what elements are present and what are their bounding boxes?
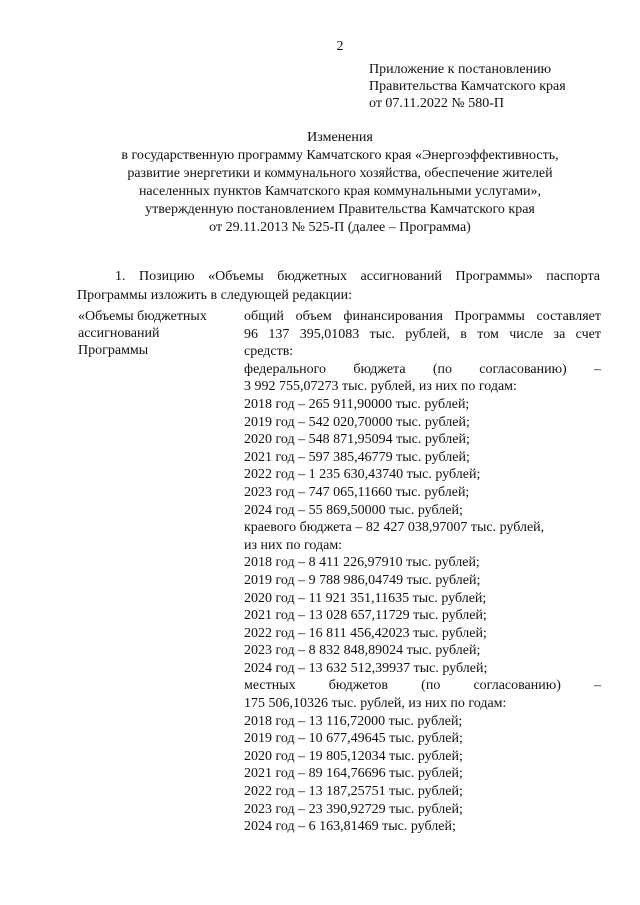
title-line: развитие энергетики и коммунального хозяйства, обеспечение жителей xyxy=(127,166,553,181)
title-line: в государственную программу Камчатского края «Энергоэффективность, xyxy=(121,148,559,163)
funding-line: федерального бюджета (по согласованию) – xyxy=(244,361,601,377)
funding-line: 96 137 395,01083 тыс. рублей, в том числе за счет xyxy=(244,326,601,342)
funding-line: 2022 год – 1 235 630,43740 тыс. рублей; xyxy=(244,467,481,483)
intro-line-1: 1. Позицию «Объемы бюджетных ассигнований Программы» паспорта xyxy=(115,269,600,284)
funding-line: средств: xyxy=(244,344,294,360)
funding-line: краевого бюджета – 82 427 038,97007 тыс. рублей, xyxy=(244,520,545,536)
funding-line: 2019 год – 9 788 986,04749 тыс. рублей; xyxy=(244,572,481,588)
funding-line: 2022 год – 13 187,25751 тыс. рублей; xyxy=(244,784,463,800)
funding-line: 2023 год – 8 832 848,89024 тыс. рублей; xyxy=(244,643,481,659)
funding-line: 2020 год – 548 871,95094 тыс. рублей; xyxy=(244,432,470,448)
left-cell-line: «Объемы бюджетных xyxy=(78,309,207,324)
title-line: населенных пунктов Камчатского края коммунальными услугами», xyxy=(138,184,542,199)
funding-line: 2023 год – 23 390,92729 тыс. рублей; xyxy=(244,801,463,817)
title-line: от 29.11.2013 № 525-П (далее – Программа) xyxy=(209,220,471,235)
appendix-line-1: Приложение к постановлению xyxy=(369,62,552,77)
funding-line: 2024 год – 55 869,50000 тыс. рублей; xyxy=(244,502,463,518)
left-cell-line: Программы xyxy=(78,343,149,358)
left-cell-line: ассигнований xyxy=(78,326,160,341)
funding-line: 2024 год – 13 632 512,39937 тыс. рублей; xyxy=(244,660,488,676)
title-heading: Изменения xyxy=(307,130,373,145)
page-number: 2 xyxy=(336,39,344,54)
funding-line: 2020 год – 19 805,12034 тыс. рублей; xyxy=(244,748,463,764)
funding-line: 3 992 755,07273 тыс. рублей, из них по годам: xyxy=(244,379,517,395)
funding-line: местных бюджетов (по согласованию) – xyxy=(244,678,601,694)
funding-line: 2022 год – 16 811 456,42023 тыс. рублей; xyxy=(244,625,487,641)
funding-line: 175 506,10326 тыс. рублей, из них по годам: xyxy=(244,696,507,712)
funding-line: 2024 год – 6 163,81469 тыс. рублей; xyxy=(244,819,456,835)
funding-line: 2021 год – 597 385,46779 тыс. рублей; xyxy=(244,449,470,465)
document-title xyxy=(60,129,620,237)
funding-line: 2018 год – 8 411 226,97910 тыс. рублей; xyxy=(244,555,480,571)
table-right-cell xyxy=(244,308,601,836)
appendix-line-3: от 07.11.2022 № 580-П xyxy=(369,96,505,111)
appendix-note xyxy=(369,61,566,112)
table-left-cell xyxy=(78,308,228,359)
funding-line: 2021 год – 89 164,76696 тыс. рублей; xyxy=(244,766,463,782)
funding-line: 2018 год – 13 116,72000 тыс. рублей; xyxy=(244,713,463,729)
title-line: утвержденную постановлением Правительства Камчатского края xyxy=(145,202,535,217)
funding-line: 2020 год – 11 921 351,11635 тыс. рублей; xyxy=(244,590,487,606)
funding-line: 2019 год – 542 020,70000 тыс. рублей; xyxy=(244,414,470,430)
intro-line-2: Программы изложить в следующей редакции: xyxy=(77,288,352,303)
appendix-line-2: Правительства Камчатского края xyxy=(369,79,566,94)
funding-line: 2021 год – 13 028 657,11729 тыс. рублей; xyxy=(244,608,487,624)
funding-line: 2019 год – 10 677,49645 тыс. рублей; xyxy=(244,731,463,747)
intro-paragraph xyxy=(77,267,600,305)
funding-line: из них по годам: xyxy=(244,537,343,553)
funding-line: 2023 год – 747 065,11660 тыс. рублей; xyxy=(244,484,470,500)
funding-line: 2018 год – 265 911,90000 тыс. рублей; xyxy=(244,396,470,412)
funding-line: общий объем финансирования Программы составляет xyxy=(244,309,601,324)
